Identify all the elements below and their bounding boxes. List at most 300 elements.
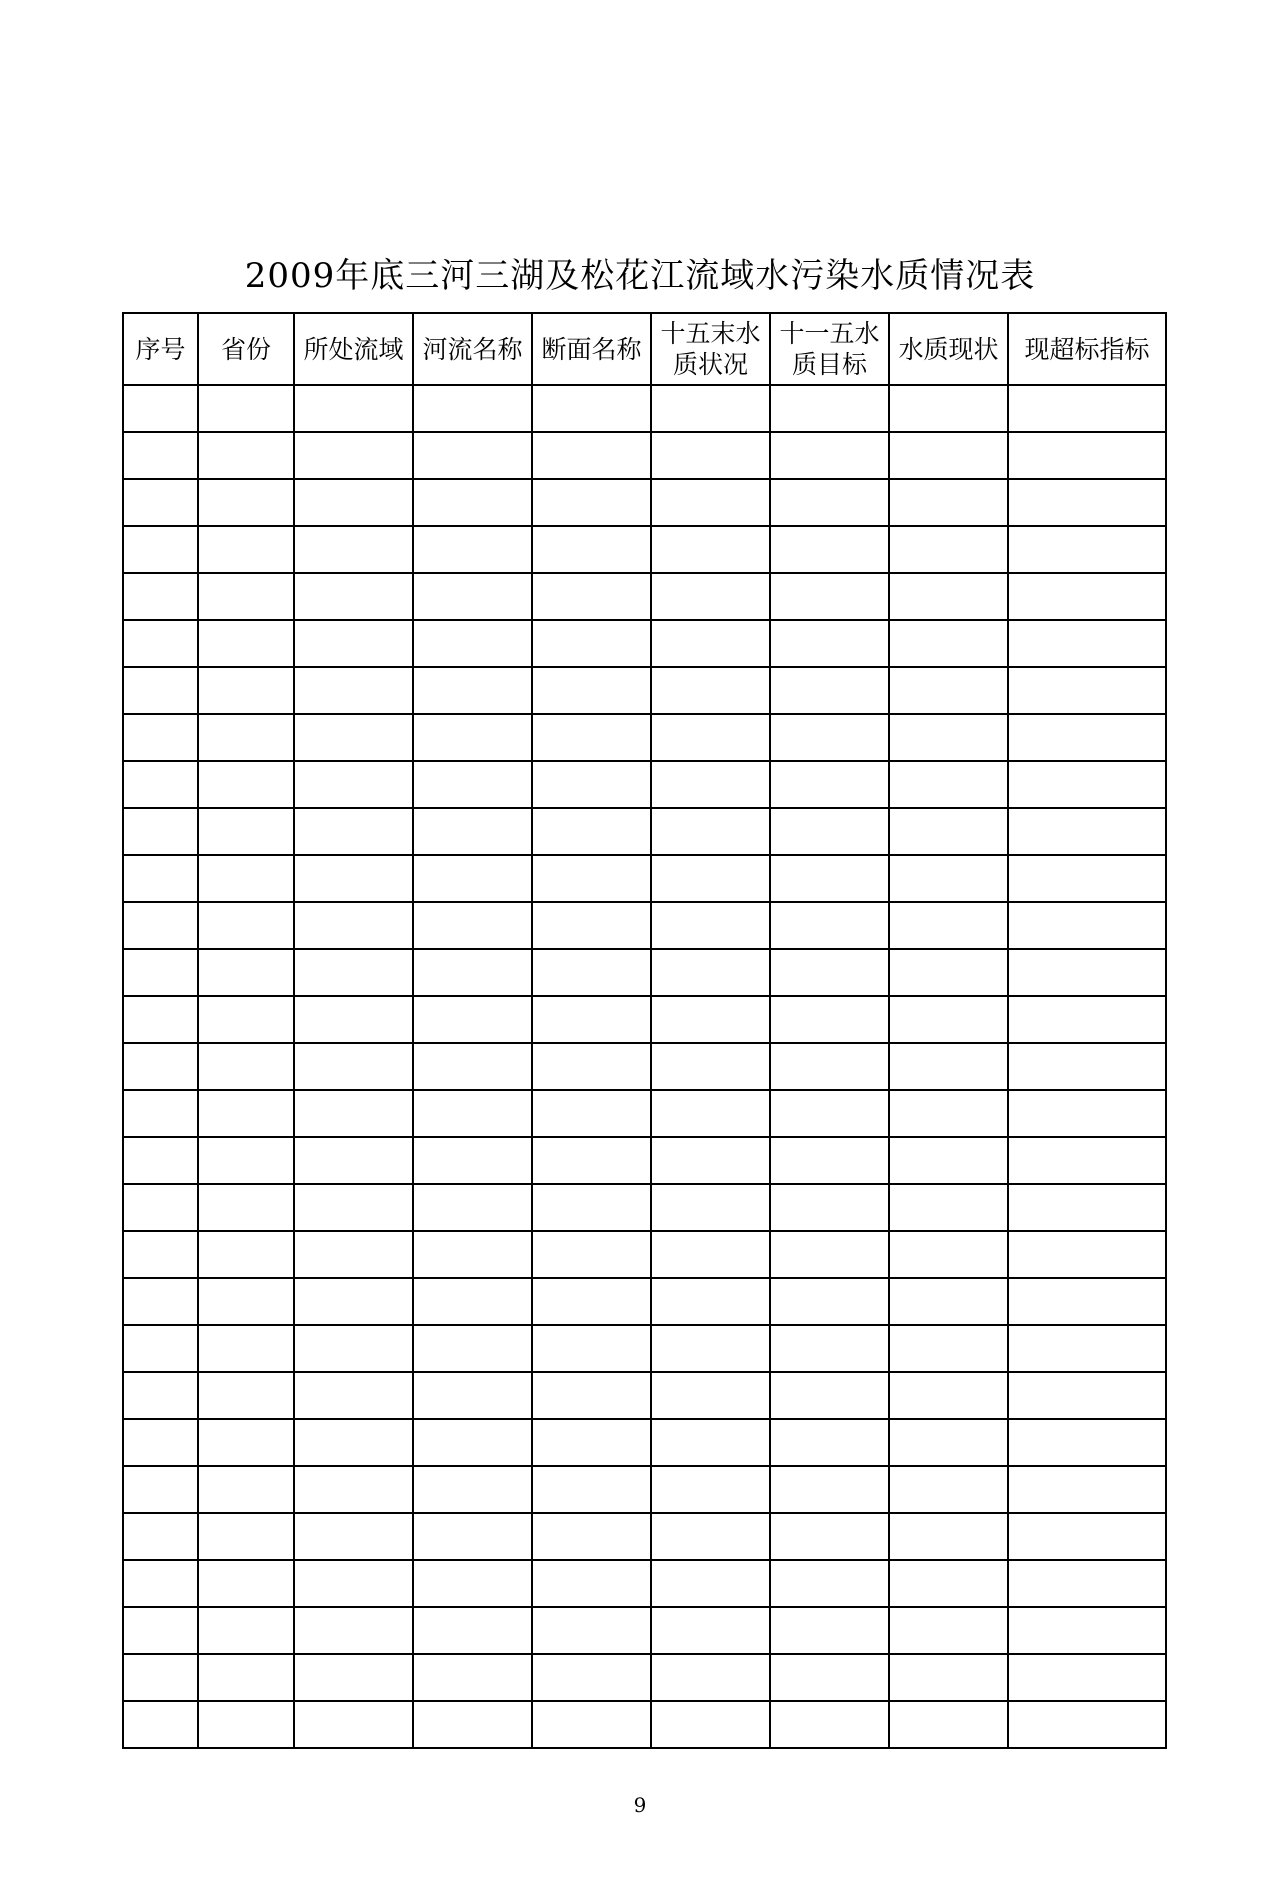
table-cell: [198, 1372, 294, 1419]
table-cell: [770, 432, 889, 479]
table-cell: [770, 1607, 889, 1654]
table-cell: [294, 949, 413, 996]
table-cell: [532, 1701, 651, 1748]
table-cell: [1008, 1137, 1166, 1184]
table-cell: [198, 949, 294, 996]
table-row: [123, 1607, 1166, 1654]
table-cell: [889, 761, 1008, 808]
col-header-section-name: 断面名称: [532, 313, 651, 385]
table-cell: [123, 808, 198, 855]
table-cell: [889, 1325, 1008, 1372]
table-cell: [770, 667, 889, 714]
table-cell: [198, 1419, 294, 1466]
table-cell: [532, 1560, 651, 1607]
table-cell: [651, 949, 770, 996]
table-cell: [198, 1560, 294, 1607]
table-cell: [889, 667, 1008, 714]
table-row: [123, 1184, 1166, 1231]
table-cell: [532, 1607, 651, 1654]
table-cell: [198, 620, 294, 667]
table-row: [123, 526, 1166, 573]
table-cell: [294, 479, 413, 526]
table-cell: [294, 714, 413, 761]
table-cell: [413, 855, 532, 902]
table-cell: [770, 573, 889, 620]
table-cell: [198, 1090, 294, 1137]
table-cell: [198, 385, 294, 432]
table-cell: [123, 902, 198, 949]
table-cell: [532, 526, 651, 573]
table-cell: [651, 620, 770, 667]
table-cell: [651, 1372, 770, 1419]
table-row: [123, 573, 1166, 620]
table-row: [123, 1325, 1166, 1372]
table-cell: [1008, 1466, 1166, 1513]
table-cell: [532, 761, 651, 808]
table-cell: [532, 1513, 651, 1560]
table-cell: [294, 1701, 413, 1748]
col-header-11th-plan-target: 十一五水 质目标: [770, 313, 889, 385]
table-cell: [651, 996, 770, 1043]
table-cell: [198, 667, 294, 714]
col-header-province: 省份: [198, 313, 294, 385]
table-cell: [294, 1466, 413, 1513]
table-cell: [413, 1043, 532, 1090]
table-cell: [413, 996, 532, 1043]
table-cell: [889, 1231, 1008, 1278]
table-cell: [123, 949, 198, 996]
table-cell: [294, 1325, 413, 1372]
table-cell: [123, 385, 198, 432]
table-cell: [294, 808, 413, 855]
table-cell: [198, 1043, 294, 1090]
table-row: [123, 667, 1166, 714]
table-cell: [532, 1654, 651, 1701]
table-cell: [770, 1137, 889, 1184]
table-cell: [1008, 714, 1166, 761]
table-row: [123, 1560, 1166, 1607]
table-cell: [1008, 855, 1166, 902]
table-cell: [770, 385, 889, 432]
table-cell: [123, 855, 198, 902]
table-cell: [889, 1513, 1008, 1560]
table-cell: [198, 1701, 294, 1748]
table-cell: [770, 1419, 889, 1466]
table-cell: [413, 1607, 532, 1654]
table-cell: [413, 667, 532, 714]
table-cell: [123, 1325, 198, 1372]
table-cell: [1008, 1372, 1166, 1419]
table-cell: [889, 808, 1008, 855]
table-cell: [532, 1372, 651, 1419]
table-cell: [198, 573, 294, 620]
table-cell: [532, 1137, 651, 1184]
table-cell: [123, 620, 198, 667]
table-cell: [123, 573, 198, 620]
table-cell: [532, 1231, 651, 1278]
table-cell: [413, 1701, 532, 1748]
table-cell: [123, 1137, 198, 1184]
table-cell: [651, 855, 770, 902]
table-cell: [198, 1137, 294, 1184]
table-cell: [294, 1278, 413, 1325]
table-cell: [770, 1231, 889, 1278]
table-cell: [889, 432, 1008, 479]
table-row: [123, 620, 1166, 667]
table-cell: [198, 808, 294, 855]
table-cell: [413, 1372, 532, 1419]
table-cell: [413, 1560, 532, 1607]
table-row: [123, 949, 1166, 996]
table-cell: [1008, 1184, 1166, 1231]
table-cell: [1008, 1043, 1166, 1090]
table-cell: [770, 1466, 889, 1513]
table-cell: [294, 1654, 413, 1701]
table-cell: [651, 714, 770, 761]
col-header-serial: 序号: [123, 313, 198, 385]
table-cell: [123, 1701, 198, 1748]
table-cell: [1008, 902, 1166, 949]
table-cell: [889, 714, 1008, 761]
table-row: [123, 1372, 1166, 1419]
table-cell: [1008, 1278, 1166, 1325]
table-cell: [1008, 1231, 1166, 1278]
table-cell: [413, 479, 532, 526]
table-cell: [198, 761, 294, 808]
table-cell: [889, 1466, 1008, 1513]
table-cell: [651, 1278, 770, 1325]
table-cell: [770, 1560, 889, 1607]
table-cell: [532, 1466, 651, 1513]
table-row: [123, 1419, 1166, 1466]
table-row: [123, 1090, 1166, 1137]
table-cell: [1008, 1701, 1166, 1748]
table-header-row: [123, 313, 1166, 385]
table-cell: [294, 902, 413, 949]
table-cell: [1008, 1419, 1166, 1466]
table-cell: [770, 1654, 889, 1701]
table-cell: [770, 855, 889, 902]
table-cell: [651, 1184, 770, 1231]
table-cell: [294, 1560, 413, 1607]
table-cell: [198, 526, 294, 573]
table-cell: [123, 1043, 198, 1090]
table-cell: [198, 1607, 294, 1654]
table-cell: [889, 1278, 1008, 1325]
table-cell: [123, 1466, 198, 1513]
table-cell: [413, 1325, 532, 1372]
table-cell: [294, 573, 413, 620]
table-cell: [532, 432, 651, 479]
table-cell: [123, 1419, 198, 1466]
table-cell: [198, 1466, 294, 1513]
page-number: 9: [633, 1793, 647, 1817]
table-cell: [532, 996, 651, 1043]
table-row: [123, 479, 1166, 526]
table-cell: [294, 996, 413, 1043]
table-cell: [123, 479, 198, 526]
table-cell: [123, 1654, 198, 1701]
table-cell: [651, 1325, 770, 1372]
table-cell: [198, 1184, 294, 1231]
table-cell: [532, 1325, 651, 1372]
table-cell: [413, 808, 532, 855]
table-cell: [294, 1090, 413, 1137]
table-cell: [889, 855, 1008, 902]
table-row: [123, 1701, 1166, 1748]
table-cell: [889, 949, 1008, 996]
table-cell: [1008, 526, 1166, 573]
table-cell: [198, 1513, 294, 1560]
table-cell: [198, 1278, 294, 1325]
table-cell: [770, 714, 889, 761]
col-header-river-name: 河流名称: [413, 313, 532, 385]
table-cell: [651, 1419, 770, 1466]
table-cell: [651, 385, 770, 432]
table-cell: [651, 479, 770, 526]
table-cell: [413, 1654, 532, 1701]
table-cell: [651, 1231, 770, 1278]
col-header-current-quality: 水质现状: [889, 313, 1008, 385]
table-cell: [532, 1090, 651, 1137]
table-cell: [770, 620, 889, 667]
table-cell: [1008, 949, 1166, 996]
table-cell: [651, 1043, 770, 1090]
table-row: [123, 855, 1166, 902]
table-cell: [532, 667, 651, 714]
table-cell: [532, 385, 651, 432]
table-cell: [532, 1419, 651, 1466]
table-cell: [1008, 620, 1166, 667]
table-cell: [889, 1419, 1008, 1466]
table-cell: [1008, 996, 1166, 1043]
table-cell: [198, 1654, 294, 1701]
table-cell: [770, 479, 889, 526]
table-cell: [413, 526, 532, 573]
table-cell: [770, 761, 889, 808]
table-cell: [1008, 1560, 1166, 1607]
table-cell: [889, 1560, 1008, 1607]
table-cell: [1008, 1090, 1166, 1137]
table-row: [123, 808, 1166, 855]
table-cell: [889, 1090, 1008, 1137]
table-cell: [651, 1607, 770, 1654]
table-cell: [532, 714, 651, 761]
table-cell: [413, 949, 532, 996]
table-cell: [413, 1184, 532, 1231]
table-cell: [889, 1372, 1008, 1419]
table-cell: [889, 1654, 1008, 1701]
table-cell: [294, 667, 413, 714]
table-cell: [413, 385, 532, 432]
table-cell: [889, 573, 1008, 620]
col-header-10th-plan-quality: 十五末水 质状况: [651, 313, 770, 385]
table-cell: [532, 479, 651, 526]
table-cell: [770, 808, 889, 855]
table-row: [123, 432, 1166, 479]
table-row: [123, 385, 1166, 432]
table-row: [123, 996, 1166, 1043]
table-cell: [294, 1513, 413, 1560]
table-cell: [294, 855, 413, 902]
table-cell: [770, 1372, 889, 1419]
table-cell: [651, 902, 770, 949]
table-cell: [532, 573, 651, 620]
table-cell: [413, 1419, 532, 1466]
table-cell: [889, 1137, 1008, 1184]
table-cell: [198, 479, 294, 526]
table-cell: [198, 996, 294, 1043]
table-cell: [651, 1090, 770, 1137]
table-cell: [413, 620, 532, 667]
col-header-exceeding-indicators: 现超标指标: [1008, 313, 1166, 385]
table-cell: [198, 714, 294, 761]
table-cell: [889, 526, 1008, 573]
table-cell: [770, 1090, 889, 1137]
table-cell: [532, 1043, 651, 1090]
col-header-basin: 所处流域: [294, 313, 413, 385]
table-cell: [532, 1278, 651, 1325]
table-cell: [413, 902, 532, 949]
table-cell: [123, 432, 198, 479]
table-cell: [770, 1184, 889, 1231]
table-cell: [651, 432, 770, 479]
table-cell: [294, 526, 413, 573]
table-cell: [889, 1043, 1008, 1090]
table-cell: [413, 573, 532, 620]
table-cell: [770, 526, 889, 573]
table-cell: [532, 855, 651, 902]
table-cell: [532, 808, 651, 855]
table-cell: [123, 1607, 198, 1654]
table-cell: [770, 1278, 889, 1325]
table-cell: [198, 1231, 294, 1278]
page-title: 2009年底三河三湖及松花江流域水污染水质情况表: [244, 256, 1036, 296]
table-cell: [651, 526, 770, 573]
table-cell: [1008, 808, 1166, 855]
table-cell: [1008, 573, 1166, 620]
table-cell: [889, 1184, 1008, 1231]
table-cell: [532, 902, 651, 949]
table-cell: [889, 620, 1008, 667]
table-cell: [123, 996, 198, 1043]
table-cell: [123, 526, 198, 573]
table-cell: [889, 1607, 1008, 1654]
table-cell: [1008, 1654, 1166, 1701]
table-cell: [770, 1325, 889, 1372]
table-cell: [889, 385, 1008, 432]
table-cell: [651, 1466, 770, 1513]
table-cell: [294, 1184, 413, 1231]
table-cell: [532, 1184, 651, 1231]
table-cell: [651, 1560, 770, 1607]
table-cell: [123, 1231, 198, 1278]
table-cell: [770, 996, 889, 1043]
table-cell: [770, 902, 889, 949]
table-cell: [889, 902, 1008, 949]
table-cell: [413, 1137, 532, 1184]
table-cell: [413, 1466, 532, 1513]
table-cell: [1008, 479, 1166, 526]
table-row: [123, 1513, 1166, 1560]
table-cell: [294, 1419, 413, 1466]
table-row: [123, 1137, 1166, 1184]
table-cell: [532, 620, 651, 667]
table-body: [123, 385, 1166, 1748]
table-cell: [532, 949, 651, 996]
table-cell: [1008, 385, 1166, 432]
table-row: [123, 761, 1166, 808]
table-cell: [123, 1372, 198, 1419]
table-cell: [294, 620, 413, 667]
table-cell: [651, 1513, 770, 1560]
table-cell: [651, 1701, 770, 1748]
table-cell: [198, 432, 294, 479]
table-cell: [651, 761, 770, 808]
table-cell: [198, 1325, 294, 1372]
table-cell: [651, 667, 770, 714]
table-cell: [123, 761, 198, 808]
table-cell: [413, 761, 532, 808]
table-cell: [123, 1184, 198, 1231]
table-cell: [770, 1043, 889, 1090]
table-cell: [198, 855, 294, 902]
table-cell: [198, 902, 294, 949]
table-cell: [294, 385, 413, 432]
table-cell: [413, 1513, 532, 1560]
table-cell: [294, 1372, 413, 1419]
table-cell: [770, 1513, 889, 1560]
table-cell: [651, 808, 770, 855]
table-cell: [294, 1043, 413, 1090]
table-cell: [294, 761, 413, 808]
table-cell: [651, 1137, 770, 1184]
table-cell: [889, 479, 1008, 526]
table-cell: [770, 1701, 889, 1748]
table-cell: [413, 432, 532, 479]
table-cell: [651, 1654, 770, 1701]
table-row: [123, 1043, 1166, 1090]
table-cell: [123, 1090, 198, 1137]
table-cell: [889, 1701, 1008, 1748]
table-cell: [413, 714, 532, 761]
water-quality-table: [122, 312, 1167, 1749]
table-cell: [889, 996, 1008, 1043]
table-cell: [1008, 761, 1166, 808]
table-row: [123, 1466, 1166, 1513]
table-cell: [1008, 432, 1166, 479]
table-cell: [1008, 1607, 1166, 1654]
table-cell: [1008, 1325, 1166, 1372]
table-row: [123, 1278, 1166, 1325]
table-row: [123, 902, 1166, 949]
table-cell: [413, 1231, 532, 1278]
table-cell: [123, 714, 198, 761]
table-cell: [294, 1137, 413, 1184]
table-cell: [413, 1090, 532, 1137]
table-cell: [413, 1278, 532, 1325]
table-row: [123, 1231, 1166, 1278]
table-cell: [123, 1278, 198, 1325]
table-cell: [123, 1513, 198, 1560]
table-cell: [294, 432, 413, 479]
table-row: [123, 714, 1166, 761]
table-cell: [651, 573, 770, 620]
table-cell: [1008, 667, 1166, 714]
table-cell: [770, 949, 889, 996]
table-cell: [123, 667, 198, 714]
table-row: [123, 1654, 1166, 1701]
